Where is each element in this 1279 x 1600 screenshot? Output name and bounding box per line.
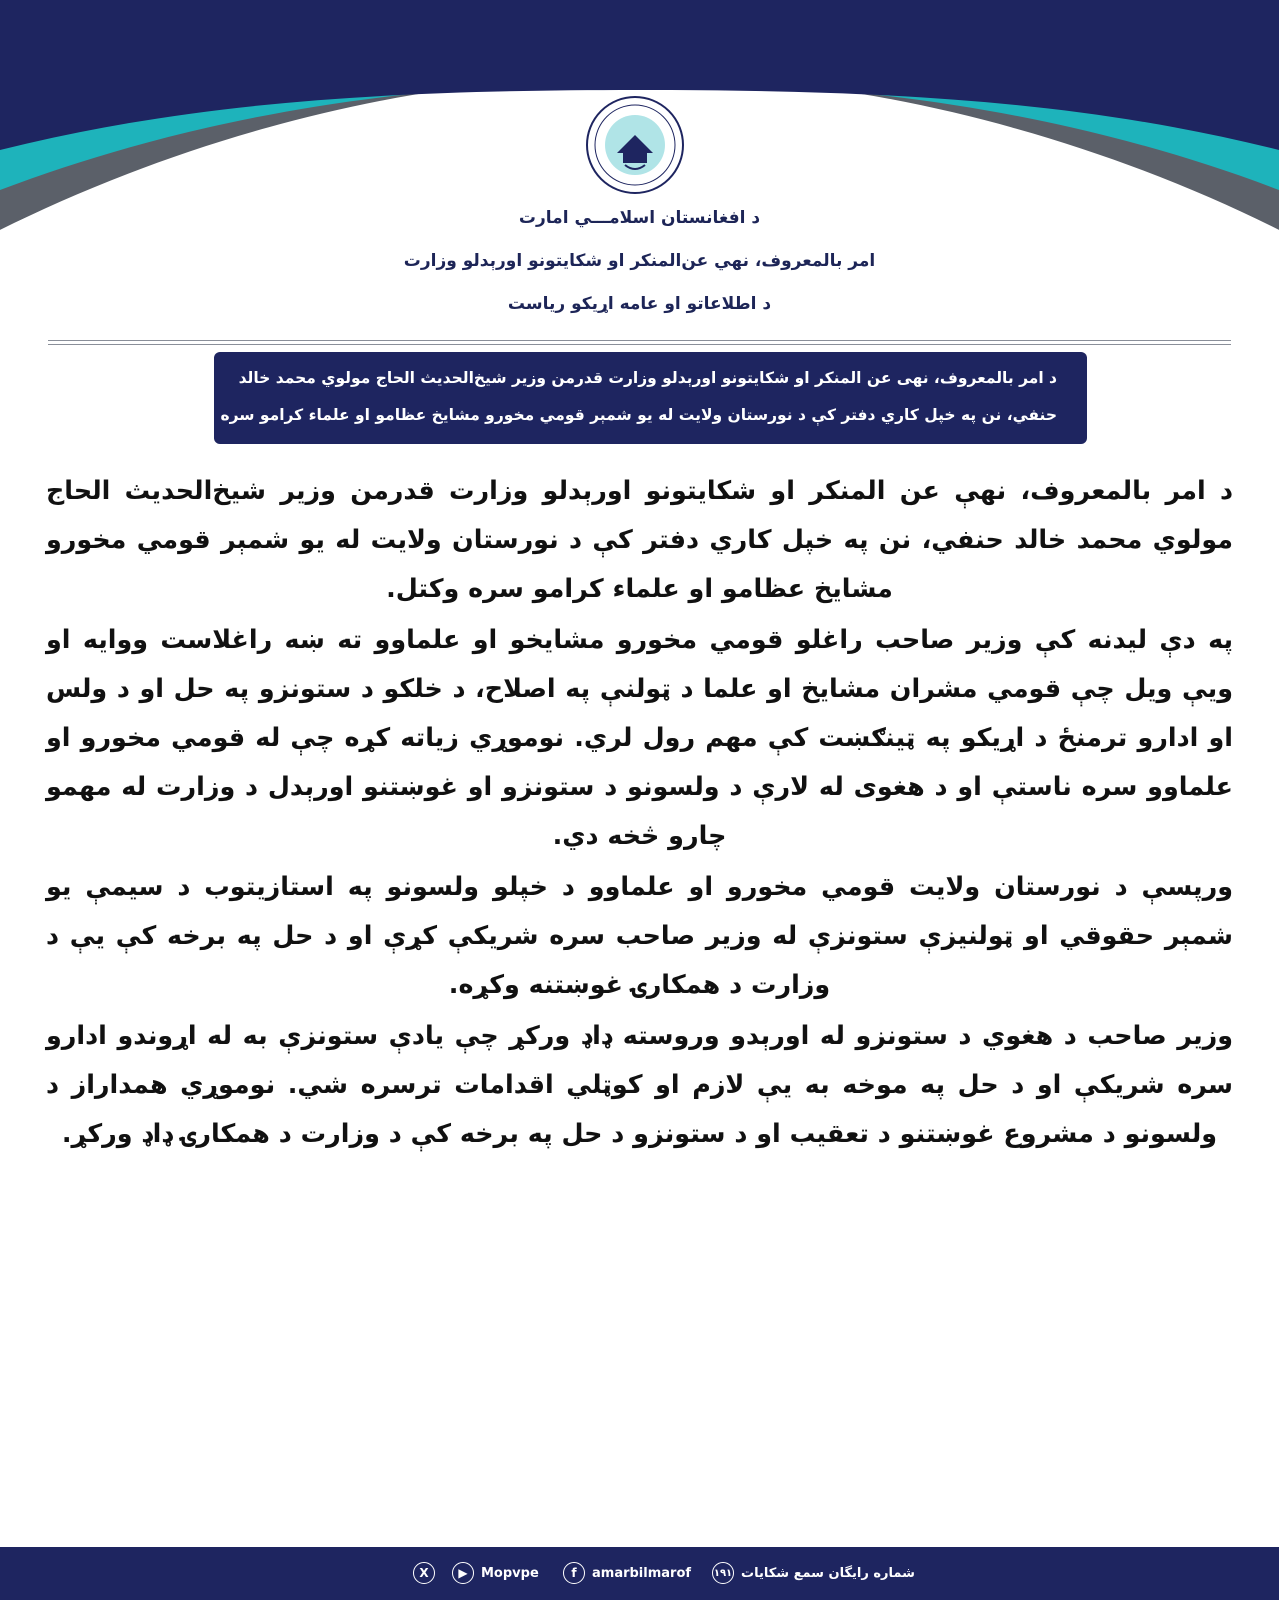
footer-bar (0, 1547, 1279, 1600)
hotline-label: شماره رایگان سمع شکایات (741, 1565, 915, 1581)
youtube-icon: ▶ (452, 1562, 474, 1584)
news-title-line-2: حنفي، نن په خپل کاري دفتر کې د نورستان ولایت له یو شمېر قومي مخورو مشایخ عظامو او علماء کرامو سره وکتل. (170, 406, 1057, 424)
facebook-link[interactable] (563, 1561, 691, 1585)
news-title-box (170, 352, 1087, 444)
ministry-emblem-icon (585, 95, 685, 195)
paragraph-3: ورپسې د نورستان ولایت قومي مخورو او علماوو د خپلو ولسونو په استازیتوب د سیمې یو شمېر حقوقي او ټولنیزې ستونزې له وزیر صاحب سره شریکې کړې او د حل په برخه کې یې د وزارت د همکارۍ غوښتنه وکړه. (46, 871, 1233, 999)
directorate-name: د اطلاعاتو او عامه اړیکو ریاست (507, 294, 772, 314)
paragraph-4: وزیر صاحب د هغوي د ستونزو له اورېدو وروسته ډاډ ورکړ چې یادې ستونزې به له اړوندو ادارو سره شریکې او د حل په موخه به یې لازم او کوټلي اقدامات ترسره شي. نوموړي همدارا‌ز د ولسونو د مشروع غوښتنو د تعقیب او د ستونزو د حل په برخه کې د وزارت د همکارۍ ډاډ ورکړ. (46, 1020, 1233, 1148)
ministry-name: امر بالمعروف، نهي عن‌المنکر او شکایتونو اورېدلو وزارت (403, 251, 876, 271)
youtube-handle: Mopvpe (481, 1565, 539, 1581)
facebook-icon: f (563, 1562, 585, 1584)
paragraph-2: په دې لیدنه کې وزیر صاحب راغلو قومي مخورو مشایخو او علماوو ته ښه راغلاست ووایه او ویې ویل چې قومي مشران مشایخ او علما د ټولنې په اصلاح، د خلکو د ستونزو په حل او د ولس او ادارو ترمنځ د اړیکو په ټینګښت کې مهم رول لري. نوموړي زیاته کړه چې له قومي مخورو او علماوو سره ناستې او د هغوی له لارې د ولسونو د ستونزو او غوښتنو اورېدل د وزارت له مهمو چارو څخه دي. (46, 624, 1233, 850)
phone-number-badge-icon: ۱۹۱ (712, 1562, 734, 1584)
hotline-info (712, 1561, 915, 1585)
article-body (46, 466, 1233, 1160)
youtube-link[interactable] (452, 1561, 539, 1585)
emirate-name: د افغانستان اسلامـــي امارت (518, 208, 761, 228)
x-link[interactable] (413, 1561, 435, 1585)
x-icon: X (413, 1562, 435, 1584)
news-title-line-1: د امر بالمعروف، نهی عن المنکر او شکایتونو اورېدلو وزارت قدرمن وزیر شیخ‌الحدیث الحاج مولوي محمد خالد (238, 369, 1057, 387)
paragraph-1: د امر بالمعروف، نهې عن المنکر او شکایتونو اورېدلو وزارت قدرمن وزیر شیخ‌الحدیث الحاج مولوي محمد خالد حنفي، نن په خپل کاري دفتر کې د نورستان ولایت له یو شمېر قومي مخورو مشایخ عظامو او علماء کرامو سره وکتل. (46, 475, 1233, 603)
divider-top (48, 340, 1231, 341)
divider-bottom (48, 344, 1231, 345)
facebook-handle: amarbilmarof (592, 1565, 692, 1581)
